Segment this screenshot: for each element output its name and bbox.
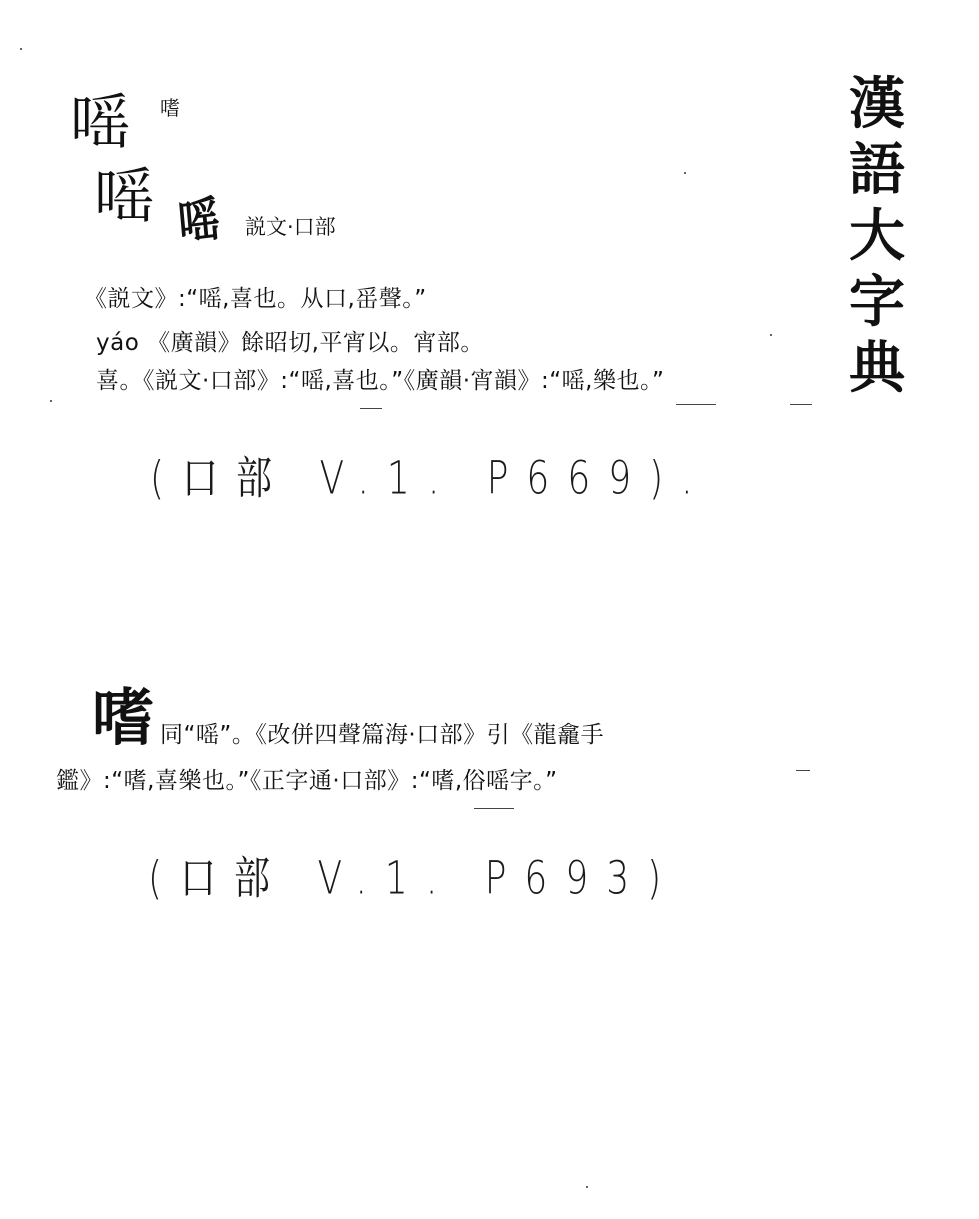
entry2-head: 嗜: [92, 681, 155, 754]
book-title-char: 字: [849, 269, 905, 335]
scan-dash: [676, 404, 716, 405]
entry1-head-second: 嗂: [94, 162, 154, 232]
book-title: [842, 72, 912, 400]
entry1-head-variant: 嗜: [160, 96, 180, 120]
scan-speck: [20, 48, 22, 50]
scan-dash: [474, 808, 514, 809]
scan-speck: [586, 1186, 588, 1188]
book-title-char: 典: [849, 335, 905, 401]
entry1-line-3: 喜。《説文·口部》:“嗂,喜也。”《廣韻·宵韻》:“嗂,樂也。”: [96, 368, 665, 394]
scan-dash: [360, 408, 382, 409]
entry1-line-1: 《説文》:“嗂,喜也。从口,䍃聲。”: [84, 286, 427, 312]
book-title-char: 漢: [849, 71, 905, 137]
handwritten-note-1: (口部 V.1. P669).: [150, 453, 711, 505]
entry2-line-1: 同“嗂”。《改併四聲篇海·口部》引《龍龕手: [160, 722, 605, 748]
handwritten-note-2: (口部 V.1. P693): [148, 853, 680, 905]
seal-source-label: 説文·口部: [245, 215, 336, 239]
scan-speck: [50, 400, 52, 402]
scan-dash: [790, 404, 812, 405]
scan-speck: [770, 334, 772, 336]
entry1-head-main: 嗂: [70, 88, 130, 158]
scan-dash: [796, 770, 810, 771]
entry2-line-2: 鑑》:“嗜,喜樂也。”《正字通·口部》:“嗜,俗嗂字。”: [56, 768, 558, 794]
book-title-char: 語: [849, 137, 905, 203]
book-title-char: 大: [849, 203, 905, 269]
scan-speck: [684, 172, 686, 174]
seal-script-char: 嗂: [176, 190, 222, 252]
entry1-line-2: yáo 《廣韻》餘昭切,平宵以。宵部。: [96, 330, 484, 356]
